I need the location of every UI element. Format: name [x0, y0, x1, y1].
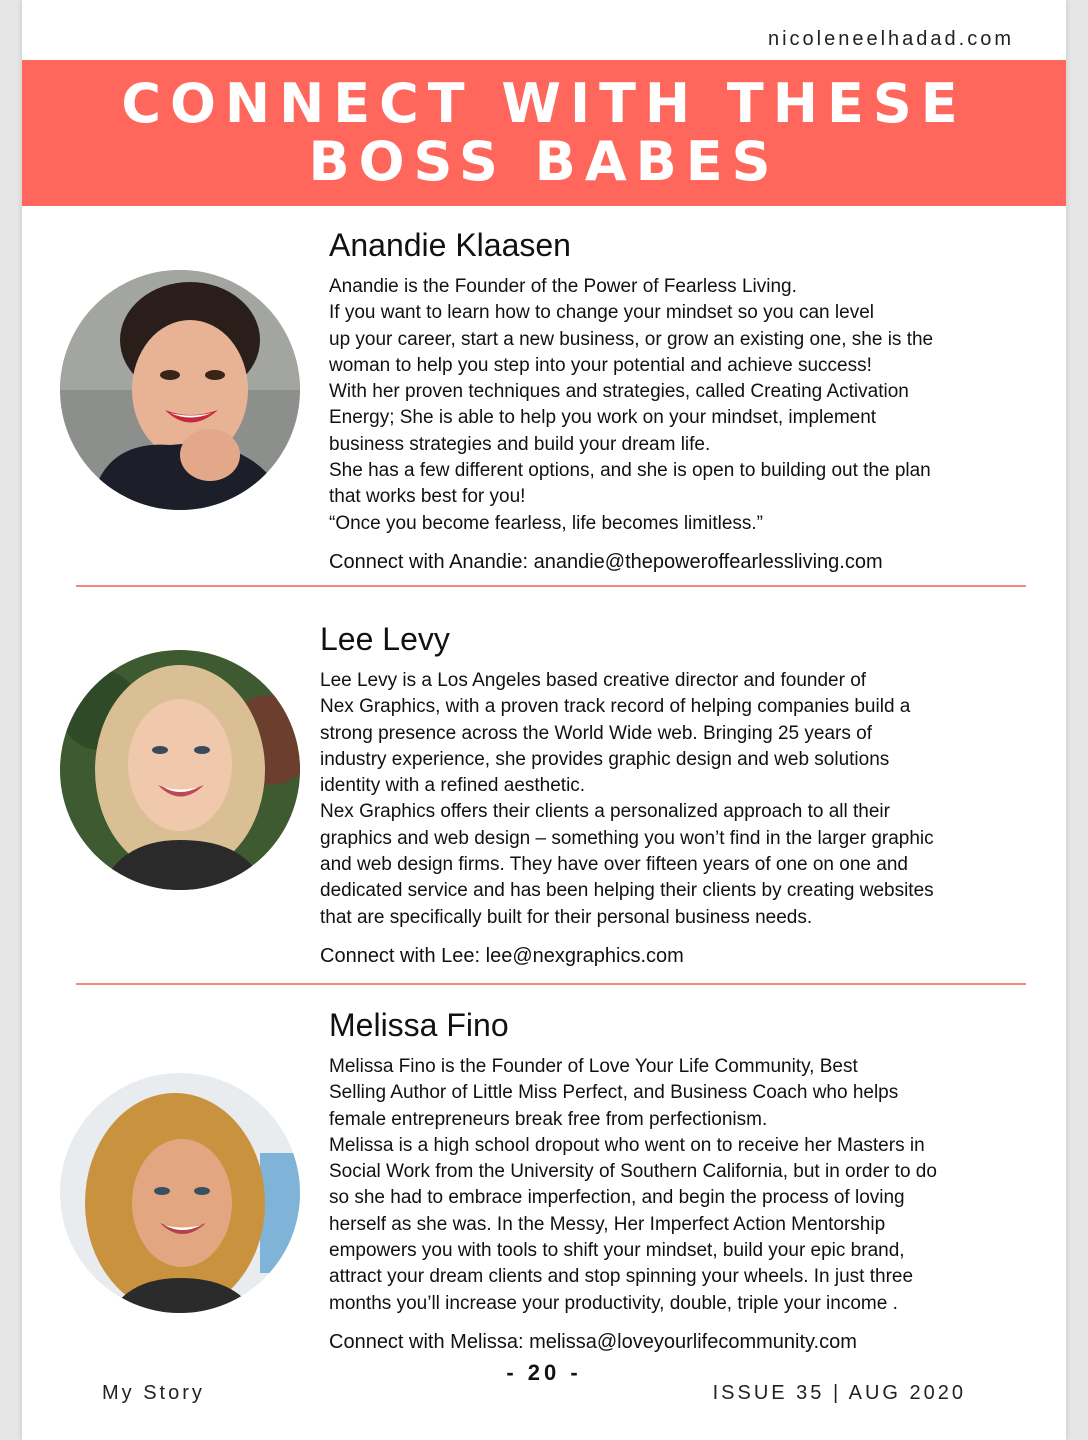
bio-line: attract your dream clients and stop spinning your wheels. In just three — [329, 1266, 914, 1288]
connect-melissa-email[interactable]: Connect with Melissa: melissa@loveyourlifecommunity.com — [329, 1330, 857, 1353]
section-divider — [76, 983, 1026, 985]
bio-line: “Once you become fearless, life becomes limitless.” — [329, 512, 763, 534]
lee-text — [320, 620, 1040, 968]
melissa-text — [329, 1006, 1049, 1354]
profile-name: Anandie Klaasen — [329, 227, 571, 263]
bio-line: With her proven techniques and strategies, called Creating Activation — [329, 381, 909, 403]
bio-line: business strategies and build your dream life. — [329, 433, 711, 455]
lee-photo — [60, 650, 300, 890]
bio-line: Melissa Fino is the Founder of Love Your Life Community, Best — [329, 1056, 858, 1077]
banner-title-line-1: CONNECT WITH THESE — [121, 72, 967, 135]
portrait-icon — [60, 270, 300, 510]
site-url: nicoleneelhadad.com — [767, 28, 1014, 50]
melissa-photo — [60, 1073, 300, 1313]
bio-line: Melissa is a high school dropout who went on to receive her Masters in — [329, 1134, 925, 1156]
issue-label: ISSUE 35 | AUG 2020 — [712, 1382, 966, 1404]
bio-line: Nex Graphics, with a proven track record of helping companies build a — [320, 696, 911, 718]
section-divider — [76, 585, 1026, 587]
bio-line: that works best for you! — [329, 486, 526, 508]
bio-line: that are specifically built for their personal business needs. — [320, 906, 813, 928]
magazine-page — [22, 0, 1066, 1440]
bio-line: Selling Author of Little Miss Perfect, and Business Coach who helps — [329, 1082, 899, 1104]
profile-name: Lee Levy — [320, 621, 450, 657]
banner-title-line-2: BOSS BABES — [308, 130, 780, 193]
header-banner — [22, 60, 1066, 206]
bio-line: Social Work from the University of Southern California, but in order to do — [329, 1161, 937, 1183]
page-number: - 20 - — [506, 1360, 582, 1385]
anandie-photo — [60, 270, 300, 510]
bio-line: up your career, start a new business, or grow an existing one, she is the — [329, 328, 934, 350]
section-label: My Story — [102, 1382, 205, 1404]
bio-line: months you’ll increase your productivity, double, triple your income . — [329, 1292, 898, 1314]
bio-line: If you want to learn how to change your mindset so you can level — [329, 302, 874, 324]
bio-line: dedicated service and has been helping their clients by creating websites — [320, 880, 934, 902]
bio-line: herself as she was. In the Messy, Her Imperfect Action Mentorship — [329, 1213, 886, 1235]
profile-bio — [320, 668, 1040, 931]
bio-line: Anandie is the Founder of the Power of Fearless Living. — [329, 276, 797, 297]
bio-line: strong presence across the World Wide web. Bringing 25 years of — [320, 722, 872, 744]
bio-line: graphics and web design – something you won’t find in the larger graphic — [320, 827, 934, 849]
portrait-icon — [60, 650, 300, 890]
profile-bio — [329, 1054, 1049, 1317]
bio-line: so she had to embrace imperfection, and begin the process of loving — [329, 1187, 905, 1209]
bio-line: Nex Graphics offers their clients a personalized approach to all their — [320, 801, 890, 823]
bio-line: female entrepreneurs break free from perfectionism. — [329, 1108, 768, 1130]
bio-line: and web design firms. They have over fifteen years of one on one and — [320, 854, 908, 876]
profile-name: Melissa Fino — [329, 1007, 509, 1043]
connect-anandie-email[interactable]: Connect with Anandie: anandie@thepoweroffearlessliving.com — [329, 550, 883, 573]
bio-line: She has a few different options, and she is open to building out the plan — [329, 460, 931, 482]
connect-lee-email[interactable]: Connect with Lee: lee@nexgraphics.com — [320, 944, 684, 967]
portrait-icon — [60, 1073, 300, 1313]
bio-line: identity with a refined aesthetic. — [320, 775, 586, 797]
anandie-text — [329, 226, 1029, 574]
bio-line: Lee Levy is a Los Angeles based creative director and founder of — [320, 670, 867, 691]
bio-line: empowers you with tools to shift your mindset, build your epic brand, — [329, 1240, 905, 1262]
bio-line: Energy; She is able to help you work on your mindset, implement — [329, 407, 877, 429]
profile-bio — [329, 274, 1029, 537]
bio-line: woman to help you step into your potential and achieve success! — [329, 354, 872, 376]
bio-line: industry experience, she provides graphic design and web solutions — [320, 748, 890, 770]
